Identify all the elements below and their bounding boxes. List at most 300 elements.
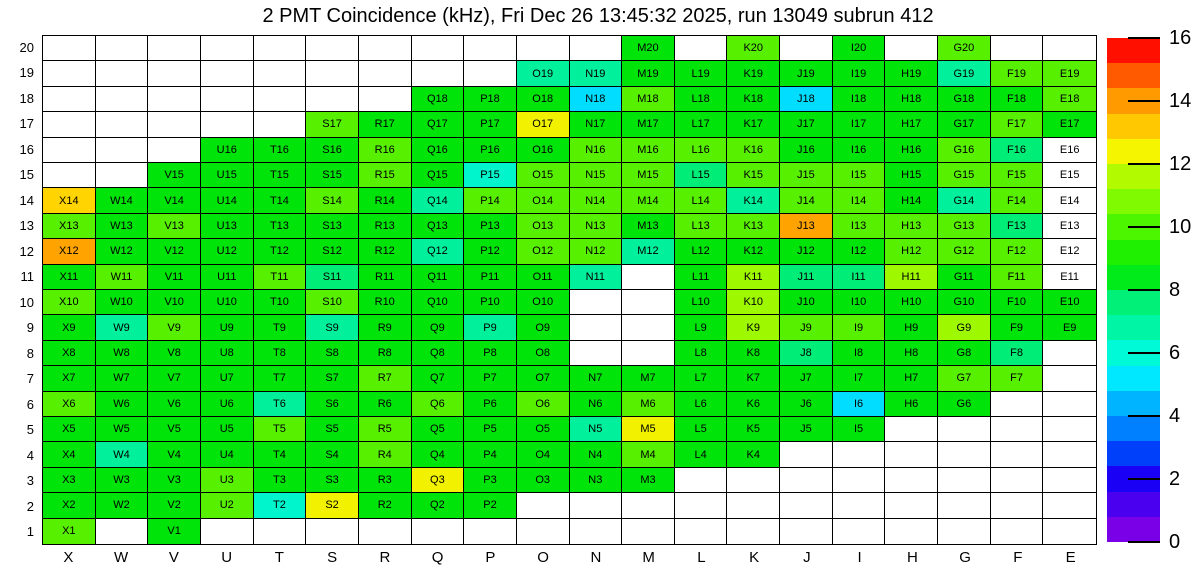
colorbar-band bbox=[1107, 441, 1160, 466]
heatmap-cell bbox=[622, 315, 675, 340]
heatmap-cell: V5 bbox=[148, 417, 201, 442]
heatmap-cell: S16 bbox=[306, 138, 359, 163]
heatmap-cell: M16 bbox=[622, 138, 675, 163]
colorbar-tick-mark bbox=[1128, 541, 1160, 543]
heatmap-cell bbox=[885, 417, 938, 442]
heatmap-cell: P8 bbox=[464, 341, 517, 366]
heatmap-cell: T5 bbox=[254, 417, 307, 442]
heatmap-cell: W5 bbox=[96, 417, 149, 442]
heatmap-cell: F10 bbox=[991, 290, 1044, 315]
heatmap-cell: H18 bbox=[885, 87, 938, 112]
heatmap-cell: K14 bbox=[727, 188, 780, 213]
heatmap-cell bbox=[1043, 341, 1096, 366]
heatmap-cell: J10 bbox=[780, 290, 833, 315]
heatmap-cell: P14 bbox=[464, 188, 517, 213]
heatmap-cell: I20 bbox=[833, 36, 886, 61]
heatmap-cell bbox=[464, 36, 517, 61]
heatmap-cell: L17 bbox=[675, 112, 728, 137]
row-label: 9 bbox=[26, 320, 34, 336]
heatmap-cell: O8 bbox=[517, 341, 570, 366]
heatmap-cell bbox=[885, 36, 938, 61]
heatmap-cell bbox=[517, 493, 570, 518]
row-label: 1 bbox=[26, 524, 34, 540]
heatmap-cell bbox=[780, 468, 833, 493]
heatmap-cell: E12 bbox=[1043, 239, 1096, 264]
heatmap-cell: T13 bbox=[254, 214, 307, 239]
heatmap-cell: R3 bbox=[359, 468, 412, 493]
heatmap-cell bbox=[570, 36, 623, 61]
heatmap-cell: L6 bbox=[675, 392, 728, 417]
heatmap-cell: P9 bbox=[464, 315, 517, 340]
colorbar-tick-label: 2 bbox=[1169, 468, 1181, 490]
heatmap-cell bbox=[1043, 519, 1096, 544]
heatmap-cell: R13 bbox=[359, 214, 412, 239]
heatmap-cell bbox=[885, 442, 938, 467]
heatmap-cell: E14 bbox=[1043, 188, 1096, 213]
heatmap-cell: V3 bbox=[148, 468, 201, 493]
heatmap-cell: T2 bbox=[254, 493, 307, 518]
heatmap-cell bbox=[938, 493, 991, 518]
row-label: 10 bbox=[19, 294, 34, 310]
heatmap-cell: M19 bbox=[622, 61, 675, 86]
heatmap-cell: O3 bbox=[517, 468, 570, 493]
heatmap-cell: N3 bbox=[570, 468, 623, 493]
heatmap-cell bbox=[991, 468, 1044, 493]
heatmap-cell: L18 bbox=[675, 87, 728, 112]
heatmap-cell: W11 bbox=[96, 265, 149, 290]
heatmap-cell: M18 bbox=[622, 87, 675, 112]
heatmap-cell: U2 bbox=[201, 493, 254, 518]
heatmap-cell: G13 bbox=[938, 214, 991, 239]
heatmap-cell bbox=[938, 417, 991, 442]
heatmap-cell: I12 bbox=[833, 239, 886, 264]
heatmap-cell: G16 bbox=[938, 138, 991, 163]
heatmap-cell bbox=[464, 519, 517, 544]
heatmap-cell bbox=[254, 519, 307, 544]
heatmap-cell bbox=[622, 265, 675, 290]
heatmap-cell bbox=[833, 493, 886, 518]
heatmap-cell: E19 bbox=[1043, 61, 1096, 86]
colorbar-band bbox=[1107, 290, 1160, 315]
heatmap-cell: V4 bbox=[148, 442, 201, 467]
heatmap-cell: Q13 bbox=[412, 214, 465, 239]
heatmap-cell: S5 bbox=[306, 417, 359, 442]
heatmap-cell: M13 bbox=[622, 214, 675, 239]
heatmap-cell: W6 bbox=[96, 392, 149, 417]
heatmap-cell: U6 bbox=[201, 392, 254, 417]
heatmap-cell: I17 bbox=[833, 112, 886, 137]
heatmap-cell: L4 bbox=[675, 442, 728, 467]
heatmap-cell bbox=[254, 112, 307, 137]
heatmap-cell: K8 bbox=[727, 341, 780, 366]
column-label: X bbox=[63, 549, 74, 566]
colorbar-tick-mark bbox=[1128, 289, 1160, 291]
heatmap-cell bbox=[464, 61, 517, 86]
heatmap-cell bbox=[517, 519, 570, 544]
heatmap-cell: Q15 bbox=[412, 163, 465, 188]
colorbar-band bbox=[1107, 189, 1160, 214]
heatmap-cell: H9 bbox=[885, 315, 938, 340]
heatmap-cell: O10 bbox=[517, 290, 570, 315]
heatmap-cell: H13 bbox=[885, 214, 938, 239]
heatmap-cell: Q12 bbox=[412, 239, 465, 264]
heatmap-cell: P2 bbox=[464, 493, 517, 518]
colorbar-tick-label: 14 bbox=[1169, 90, 1192, 112]
colorbar-tick-mark bbox=[1128, 478, 1160, 480]
heatmap-cell: P6 bbox=[464, 392, 517, 417]
heatmap-cell: U7 bbox=[201, 366, 254, 391]
heatmap-cell bbox=[412, 36, 465, 61]
column-label: R bbox=[379, 549, 391, 566]
heatmap-cell: R17 bbox=[359, 112, 412, 137]
heatmap-cell bbox=[43, 36, 96, 61]
heatmap-cell: P3 bbox=[464, 468, 517, 493]
heatmap-cell: K18 bbox=[727, 87, 780, 112]
heatmap-cell: J13 bbox=[780, 214, 833, 239]
heatmap-cell: Q2 bbox=[412, 493, 465, 518]
column-label: W bbox=[114, 549, 129, 566]
heatmap-cell: H6 bbox=[885, 392, 938, 417]
heatmap-cell: J16 bbox=[780, 138, 833, 163]
heatmap-cell: K7 bbox=[727, 366, 780, 391]
heatmap-cell: X8 bbox=[43, 341, 96, 366]
heatmap-cell: K16 bbox=[727, 138, 780, 163]
colorbar-band bbox=[1107, 391, 1160, 416]
heatmap-cell: K20 bbox=[727, 36, 780, 61]
heatmap-cell: F16 bbox=[991, 138, 1044, 163]
column-label: F bbox=[1013, 549, 1023, 566]
heatmap-cell: Q4 bbox=[412, 442, 465, 467]
heatmap-cell bbox=[727, 519, 780, 544]
heatmap-cell: J8 bbox=[780, 341, 833, 366]
heatmap-cell: N7 bbox=[570, 366, 623, 391]
heatmap-cell: U11 bbox=[201, 265, 254, 290]
heatmap-cell: R12 bbox=[359, 239, 412, 264]
heatmap-cell: O11 bbox=[517, 265, 570, 290]
column-label: V bbox=[168, 549, 179, 566]
heatmap-cell: R5 bbox=[359, 417, 412, 442]
colorbar-tick-label: 10 bbox=[1169, 216, 1192, 238]
heatmap-cell bbox=[622, 290, 675, 315]
heatmap-cell bbox=[306, 87, 359, 112]
row-label: 6 bbox=[26, 396, 34, 412]
row-label: 2 bbox=[26, 498, 34, 514]
heatmap-cell: V2 bbox=[148, 493, 201, 518]
heatmap-cell: M5 bbox=[622, 417, 675, 442]
heatmap-cell: E13 bbox=[1043, 214, 1096, 239]
heatmap-cell: S7 bbox=[306, 366, 359, 391]
heatmap-cell: X10 bbox=[43, 290, 96, 315]
heatmap-cell: F11 bbox=[991, 265, 1044, 290]
heatmap-cell: P5 bbox=[464, 417, 517, 442]
heatmap-cell bbox=[254, 87, 307, 112]
heatmap-cell: E18 bbox=[1043, 87, 1096, 112]
heatmap-cell: P13 bbox=[464, 214, 517, 239]
heatmap-cell bbox=[570, 493, 623, 518]
heatmap-cell: T8 bbox=[254, 341, 307, 366]
heatmap-cell: W8 bbox=[96, 341, 149, 366]
heatmap-cell: F12 bbox=[991, 239, 1044, 264]
heatmap-cell: X1 bbox=[43, 519, 96, 544]
heatmap-cell: F7 bbox=[991, 366, 1044, 391]
heatmap-cell: U16 bbox=[201, 138, 254, 163]
heatmap-cell bbox=[96, 519, 149, 544]
heatmap-cell bbox=[675, 519, 728, 544]
heatmap-cell: O12 bbox=[517, 239, 570, 264]
heatmap-cell: X11 bbox=[43, 265, 96, 290]
heatmap-cell bbox=[780, 519, 833, 544]
heatmap-cell: M14 bbox=[622, 188, 675, 213]
heatmap-cell: K12 bbox=[727, 239, 780, 264]
heatmap-cell: O18 bbox=[517, 87, 570, 112]
heatmap-cell: N16 bbox=[570, 138, 623, 163]
heatmap-cell bbox=[43, 138, 96, 163]
column-label: K bbox=[749, 549, 760, 566]
heatmap-cell: W10 bbox=[96, 290, 149, 315]
heatmap-cell: S3 bbox=[306, 468, 359, 493]
heatmap-cell: N4 bbox=[570, 442, 623, 467]
heatmap-cell: T6 bbox=[254, 392, 307, 417]
colorbar-band bbox=[1107, 315, 1160, 340]
heatmap-cell: W4 bbox=[96, 442, 149, 467]
heatmap-cell bbox=[96, 61, 149, 86]
row-label: 11 bbox=[20, 269, 34, 285]
heatmap-cell bbox=[885, 493, 938, 518]
heatmap-cell: P7 bbox=[464, 366, 517, 391]
heatmap-cell: Q8 bbox=[412, 341, 465, 366]
heatmap-cell bbox=[833, 468, 886, 493]
heatmap-cell: L7 bbox=[675, 366, 728, 391]
heatmap-cell: K9 bbox=[727, 315, 780, 340]
heatmap-cell: Q9 bbox=[412, 315, 465, 340]
heatmap-cell bbox=[727, 493, 780, 518]
colorbar-band bbox=[1107, 38, 1160, 63]
heatmap-cell: J18 bbox=[780, 87, 833, 112]
heatmap-cell: M6 bbox=[622, 392, 675, 417]
heatmap-cell: O15 bbox=[517, 163, 570, 188]
heatmap-cell bbox=[675, 468, 728, 493]
heatmap-cell: R4 bbox=[359, 442, 412, 467]
heatmap-cell: M7 bbox=[622, 366, 675, 391]
row-label: 19 bbox=[19, 65, 34, 81]
heatmap-cell bbox=[570, 519, 623, 544]
row-label: 20 bbox=[19, 39, 34, 55]
colorbar-tick-label: 12 bbox=[1169, 153, 1192, 175]
heatmap-cell: U12 bbox=[201, 239, 254, 264]
colorbar-tick-mark bbox=[1128, 415, 1160, 417]
heatmap-cell bbox=[885, 468, 938, 493]
heatmap-cell: L19 bbox=[675, 61, 728, 86]
heatmap-cell: K4 bbox=[727, 442, 780, 467]
row-label: 3 bbox=[26, 473, 34, 489]
heatmap-cell: E10 bbox=[1043, 290, 1096, 315]
heatmap-cell: W12 bbox=[96, 239, 149, 264]
heatmap-cell bbox=[254, 36, 307, 61]
heatmap-cell: U4 bbox=[201, 442, 254, 467]
heatmap-cell: S15 bbox=[306, 163, 359, 188]
colorbar-band bbox=[1107, 265, 1160, 290]
heatmap-cell: G10 bbox=[938, 290, 991, 315]
heatmap-cell: X13 bbox=[43, 214, 96, 239]
heatmap-cell: M17 bbox=[622, 112, 675, 137]
column-label: P bbox=[485, 549, 496, 566]
row-label: 15 bbox=[19, 167, 34, 183]
heatmap-cell: S2 bbox=[306, 493, 359, 518]
heatmap-cell: T9 bbox=[254, 315, 307, 340]
heatmap-cell: R11 bbox=[359, 265, 412, 290]
colorbar-tick-mark bbox=[1128, 37, 1160, 39]
heatmap-cell bbox=[1043, 36, 1096, 61]
heatmap-cell: G20 bbox=[938, 36, 991, 61]
heatmap-cell: P4 bbox=[464, 442, 517, 467]
heatmap-cell: I16 bbox=[833, 138, 886, 163]
heatmap-cell bbox=[96, 112, 149, 137]
colorbar-band bbox=[1107, 492, 1160, 517]
heatmap-cell: J17 bbox=[780, 112, 833, 137]
row-label: 17 bbox=[19, 116, 34, 132]
heatmap-cell: P12 bbox=[464, 239, 517, 264]
heatmap-cell: S4 bbox=[306, 442, 359, 467]
heatmap-cell: J5 bbox=[780, 417, 833, 442]
heatmap-cell: H10 bbox=[885, 290, 938, 315]
heatmap-cell bbox=[201, 519, 254, 544]
heatmap-cell bbox=[201, 87, 254, 112]
heatmap-cell: Q17 bbox=[412, 112, 465, 137]
row-label: 14 bbox=[19, 192, 34, 208]
heatmap-cell bbox=[201, 112, 254, 137]
colorbar-tick-label: 4 bbox=[1169, 405, 1181, 427]
heatmap-cell bbox=[885, 519, 938, 544]
heatmap-cell: X9 bbox=[43, 315, 96, 340]
heatmap-cell: T7 bbox=[254, 366, 307, 391]
heatmap-cell: U13 bbox=[201, 214, 254, 239]
heatmap-cell bbox=[306, 36, 359, 61]
heatmap-cell: U9 bbox=[201, 315, 254, 340]
heatmap-cell: S17 bbox=[306, 112, 359, 137]
heatmap-cell: L10 bbox=[675, 290, 728, 315]
heatmap-cell: R8 bbox=[359, 341, 412, 366]
heatmap-cell bbox=[359, 87, 412, 112]
heatmap-cell bbox=[148, 112, 201, 137]
heatmap-cell: V11 bbox=[148, 265, 201, 290]
heatmap-cell: G19 bbox=[938, 61, 991, 86]
heatmap-cell bbox=[306, 61, 359, 86]
heatmap-cell: W7 bbox=[96, 366, 149, 391]
heatmap-cell: O6 bbox=[517, 392, 570, 417]
heatmap-cell: K5 bbox=[727, 417, 780, 442]
heatmap-cell: O5 bbox=[517, 417, 570, 442]
heatmap-cell: N18 bbox=[570, 87, 623, 112]
heatmap-cell bbox=[570, 290, 623, 315]
heatmap-cell: V6 bbox=[148, 392, 201, 417]
heatmap-cell: P17 bbox=[464, 112, 517, 137]
heatmap-cell bbox=[1043, 366, 1096, 391]
heatmap-cell: J9 bbox=[780, 315, 833, 340]
heatmap-cell: V15 bbox=[148, 163, 201, 188]
heatmap-cell: R7 bbox=[359, 366, 412, 391]
heatmap-cell: L12 bbox=[675, 239, 728, 264]
heatmap-cell: L5 bbox=[675, 417, 728, 442]
heatmap-cell: Q5 bbox=[412, 417, 465, 442]
heatmap-cell bbox=[570, 315, 623, 340]
heatmap-cell: K13 bbox=[727, 214, 780, 239]
heatmap-cell: N19 bbox=[570, 61, 623, 86]
heatmap-cell bbox=[306, 519, 359, 544]
heatmap-cell bbox=[675, 36, 728, 61]
heatmap-cell bbox=[148, 61, 201, 86]
heatmap-cell bbox=[96, 87, 149, 112]
heatmap-cell: F15 bbox=[991, 163, 1044, 188]
heatmap-cell: O9 bbox=[517, 315, 570, 340]
heatmap-cell: L9 bbox=[675, 315, 728, 340]
heatmap-cell: U15 bbox=[201, 163, 254, 188]
heatmap-cell bbox=[991, 493, 1044, 518]
heatmap-cell: H19 bbox=[885, 61, 938, 86]
heatmap-cell: V10 bbox=[148, 290, 201, 315]
heatmap-cell bbox=[570, 341, 623, 366]
heatmap-cell: J12 bbox=[780, 239, 833, 264]
heatmap-cell: I10 bbox=[833, 290, 886, 315]
heatmap-cell: I19 bbox=[833, 61, 886, 86]
heatmap-cell: S13 bbox=[306, 214, 359, 239]
column-label: S bbox=[327, 549, 338, 566]
heatmap-cell: W13 bbox=[96, 214, 149, 239]
colorbar-tick-mark bbox=[1128, 352, 1160, 354]
heatmap-cell bbox=[938, 468, 991, 493]
row-label: 12 bbox=[19, 243, 34, 259]
heatmap-cell: W2 bbox=[96, 493, 149, 518]
heatmap-cell: R14 bbox=[359, 188, 412, 213]
heatmap-cell: J19 bbox=[780, 61, 833, 86]
heatmap-cell: O4 bbox=[517, 442, 570, 467]
heatmap-cell bbox=[1043, 493, 1096, 518]
heatmap-cell: O16 bbox=[517, 138, 570, 163]
heatmap-cell: X4 bbox=[43, 442, 96, 467]
heatmap-cell: E17 bbox=[1043, 112, 1096, 137]
colorbar-tick-label: 0 bbox=[1169, 531, 1181, 553]
heatmap-cell: U5 bbox=[201, 417, 254, 442]
heatmap-cell bbox=[43, 112, 96, 137]
heatmap-cell: L14 bbox=[675, 188, 728, 213]
colorbar-band bbox=[1107, 366, 1160, 391]
column-label: G bbox=[959, 549, 971, 566]
column-label: N bbox=[590, 549, 602, 566]
heatmap-cell bbox=[622, 493, 675, 518]
heatmap-cell: Q10 bbox=[412, 290, 465, 315]
heatmap-cell bbox=[991, 519, 1044, 544]
colorbar-tick-label: 8 bbox=[1169, 279, 1181, 301]
heatmap-cell bbox=[96, 138, 149, 163]
colorbar-tick-label: 16 bbox=[1169, 27, 1192, 49]
heatmap-cell: E15 bbox=[1043, 163, 1096, 188]
heatmap-cell: J15 bbox=[780, 163, 833, 188]
heatmap-cell: J11 bbox=[780, 265, 833, 290]
heatmap-cell bbox=[833, 442, 886, 467]
heatmap-cell: J14 bbox=[780, 188, 833, 213]
heatmap-cell: Q3 bbox=[412, 468, 465, 493]
heatmap-cell: W9 bbox=[96, 315, 149, 340]
heatmap-cell: F9 bbox=[991, 315, 1044, 340]
heatmap-cell: Q7 bbox=[412, 366, 465, 391]
heatmap-cell: T10 bbox=[254, 290, 307, 315]
heatmap-cell bbox=[780, 442, 833, 467]
heatmap-cell: I15 bbox=[833, 163, 886, 188]
heatmap-cell: T14 bbox=[254, 188, 307, 213]
heatmap-cell: F13 bbox=[991, 214, 1044, 239]
heatmap-cell: G8 bbox=[938, 341, 991, 366]
heatmap-cell: G6 bbox=[938, 392, 991, 417]
heatmap-cell: O7 bbox=[517, 366, 570, 391]
